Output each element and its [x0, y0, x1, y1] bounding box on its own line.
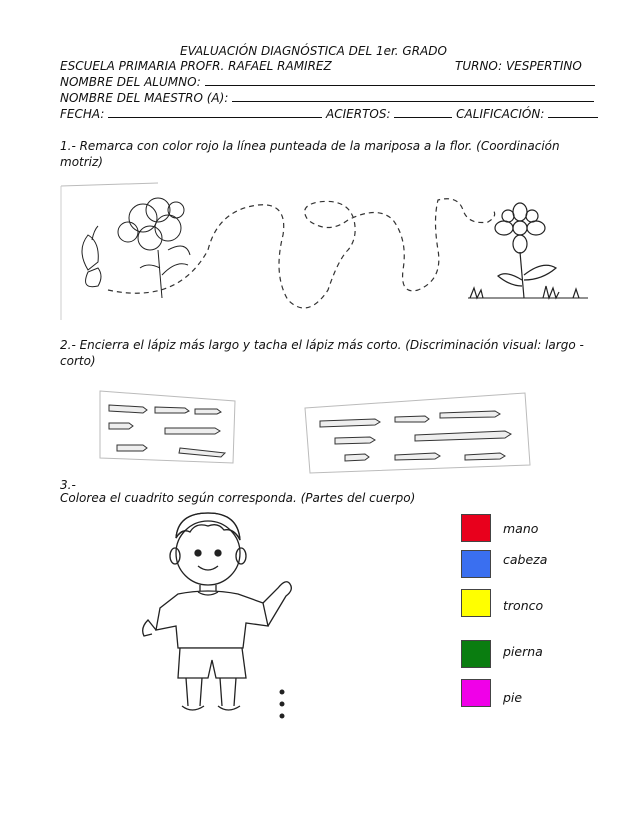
pencil-group-right [305, 393, 530, 473]
teacher-name-label: NOMBRE DEL MAESTRO (A): [60, 91, 229, 105]
hits-label: ACIERTOS: [326, 107, 391, 121]
date-field[interactable] [108, 107, 322, 118]
student-name-field[interactable] [205, 75, 595, 86]
color-square-tronco[interactable] [461, 589, 491, 617]
question-2-text: 2.- Encierra el lápiz más largo y tacha el lápiz más corto. (Discriminación visual: largo - corto) [60, 338, 584, 368]
flower-bunch-illustration [118, 198, 190, 298]
label-pierna: pierna [503, 644, 543, 659]
pencils-exercise [95, 383, 555, 483]
butterfly-to-flower-exercise [58, 180, 598, 330]
date-label: FECHA: [60, 107, 105, 121]
school-name: ESCUELA PRIMARIA PROFR. RAFAEL RAMIREZ [60, 59, 332, 73]
question-3-number: 3.- [60, 478, 76, 492]
student-name-label: NOMBRE DEL ALUMNO: [60, 75, 201, 89]
color-square-pierna[interactable] [461, 640, 491, 668]
label-pie: pie [503, 690, 523, 705]
question-3-text: Colorea el cuadrito según corresponda. (Partes del cuerpo) [60, 491, 416, 505]
shift-label: TURNO: VESPERTINO [455, 59, 582, 73]
pencil-group-left [100, 391, 235, 463]
grade-label: CALIFICACIÓN: [456, 107, 545, 121]
daisy-flower-illustration [468, 203, 588, 298]
label-mano: mano [503, 521, 539, 536]
dots-marker [276, 686, 288, 726]
hits-field[interactable] [394, 107, 452, 118]
label-cabeza: cabeza [503, 552, 548, 567]
label-tronco: tronco [503, 598, 544, 613]
page-title: EVALUACIÓN DIAGNÓSTICA DEL 1er. GRADO [180, 44, 447, 58]
teacher-name-field[interactable] [232, 91, 594, 102]
color-square-mano[interactable] [461, 514, 491, 542]
question-1-text: 1.- Remarca con color rojo la línea punteada de la mariposa a la flor. (Coordinación motriz) [60, 139, 560, 169]
color-square-pie[interactable] [461, 679, 491, 707]
grade-field[interactable] [548, 107, 598, 118]
butterfly-illustration [82, 226, 101, 287]
color-square-cabeza[interactable] [461, 550, 491, 578]
